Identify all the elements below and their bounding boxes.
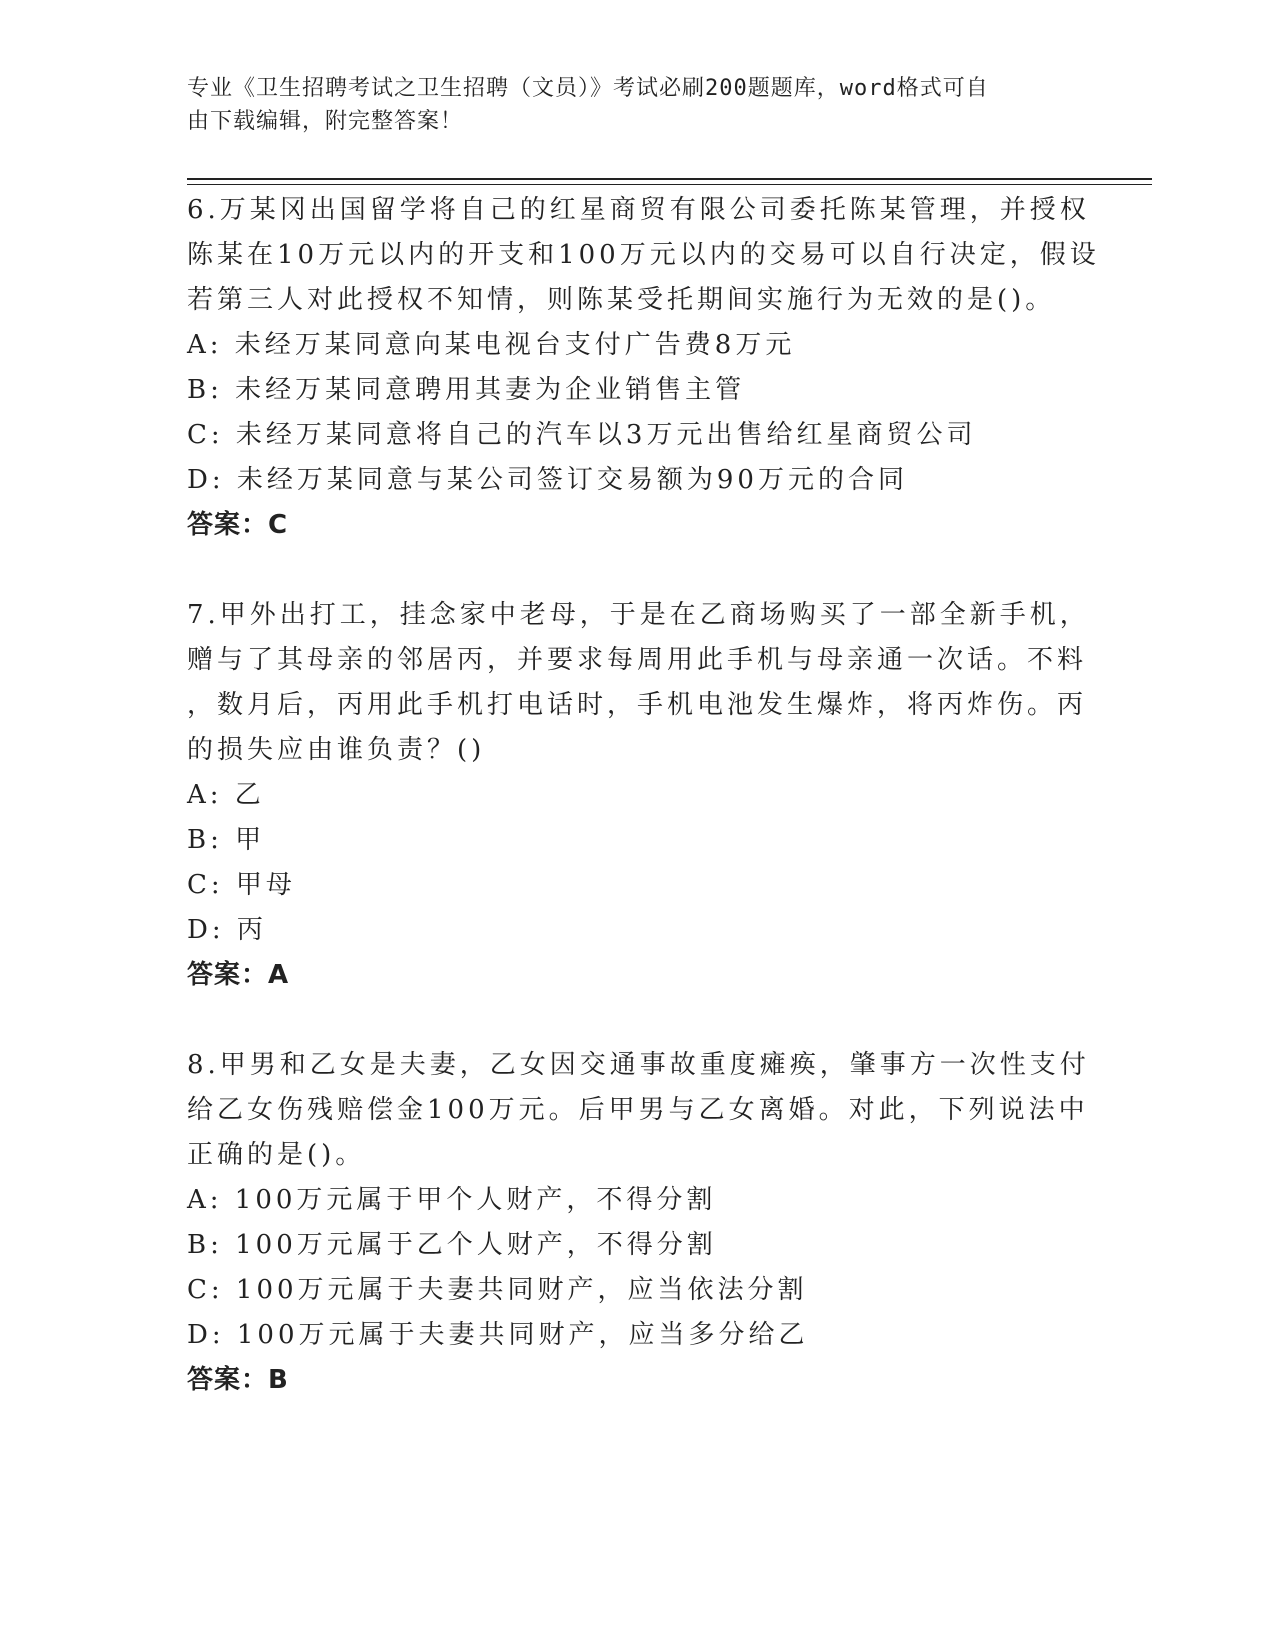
option-c: C: 100万元属于夫妻共同财产，应当依法分割: [187, 1275, 808, 1305]
question-text-line: ，数月后，丙用此手机打电话时，手机电池发生爆炸，将丙炸伤。丙: [187, 690, 1088, 720]
option-b: B: 100万元属于乙个人财产，不得分割: [187, 1230, 717, 1260]
question-spacer: [187, 548, 1087, 593]
document-header: [187, 72, 1067, 138]
option-d: D: 丙: [187, 915, 267, 945]
question-text-line: 8.甲男和乙女是夫妻，乙女因交通事故重度瘫痪，肇事方一次性支付: [187, 1050, 1090, 1080]
question-text-line: 7.甲外出打工，挂念家中老母，于是在乙商场购买了一部全新手机，: [187, 600, 1090, 630]
question-6: [187, 188, 1100, 548]
question-text-line: 赠与了其母亲的邻居丙，并要求每周用此手机与母亲通一次话。不料: [187, 645, 1088, 675]
question-text-line: 正确的是()。: [187, 1140, 366, 1170]
answer-label: 答案：C: [187, 510, 289, 540]
option-c: C: 甲母: [187, 870, 296, 900]
question-text-line: 陈某在10万元以内的开支和100万元以内的交易可以自行决定，假设: [187, 240, 1100, 270]
header-line-2: 由下载编辑，附完整答案！: [187, 109, 464, 134]
option-a: A: 100万元属于甲个人财产，不得分割: [187, 1185, 717, 1215]
option-b: B: 甲: [187, 825, 266, 855]
question-7: [187, 593, 1090, 998]
answer-label: 答案：B: [187, 1365, 289, 1395]
header-line-1: 专业《卫生招聘考试之卫生招聘（文员）》考试必刷200题题库，word格式可自: [187, 76, 989, 101]
option-c: C: 未经万某同意将自己的汽车以3万元出售给红星商贸公司: [187, 420, 977, 450]
question-spacer: [187, 998, 1087, 1043]
question-text-line: 的损失应由谁负责？(): [187, 735, 486, 765]
option-b: B: 未经万某同意聘用其妻为企业销售主管: [187, 375, 746, 405]
question-list: [187, 188, 1100, 1403]
question-8: [187, 1043, 1090, 1403]
option-d: D: 100万元属于夫妻共同财产，应当多分给乙: [187, 1320, 809, 1350]
header-divider-thin: [187, 184, 1152, 185]
answer-label: 答案：A: [187, 960, 290, 990]
question-text-line: 若第三人对此授权不知情，则陈某受托期间实施行为无效的是()。: [187, 285, 1056, 315]
option-a: A: 乙: [187, 780, 265, 810]
question-text-line: 给乙女伤残赔偿金100万元。后甲男与乙女离婚。对此，下列说法中: [187, 1095, 1089, 1125]
option-a: A: 未经万某同意向某电视台支付广告费8万元: [187, 330, 796, 360]
option-d: D: 未经万某同意与某公司签订交易额为90万元的合同: [187, 465, 908, 495]
header-divider-thick: [187, 178, 1152, 180]
question-text-line: 6.万某冈出国留学将自己的红星商贸有限公司委托陈某管理，并授权: [187, 195, 1090, 225]
